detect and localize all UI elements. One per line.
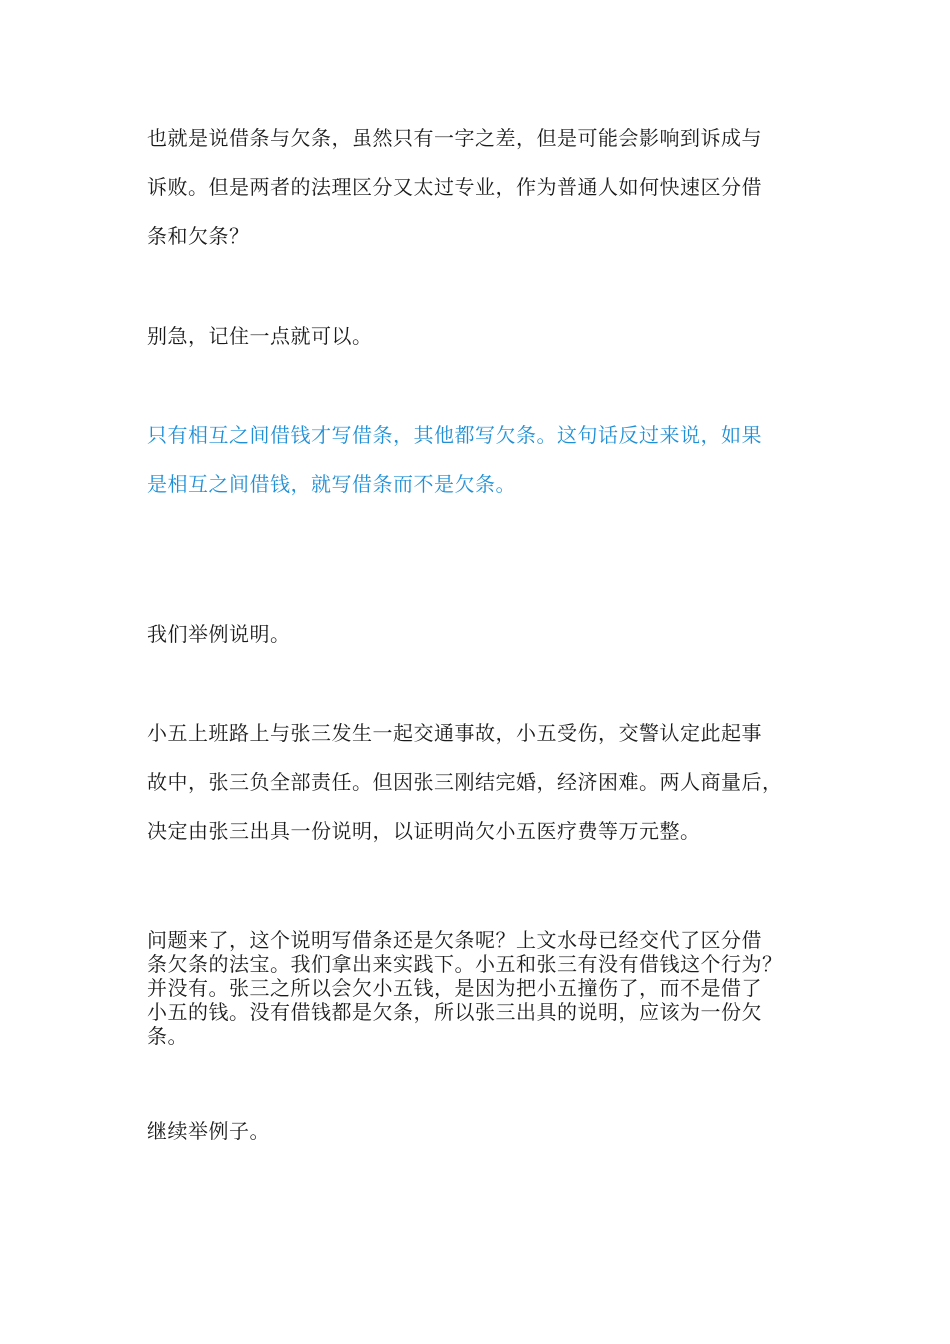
text-line: 条。: [147, 1024, 188, 1048]
text-line: 继续举例子。: [147, 1119, 270, 1143]
text-line: 故中，张三负全部责任。但因张三刚结完婚，经济困难。两人商量后，: [147, 770, 783, 794]
paragraph-question-analysis: [147, 928, 797, 1048]
text-line: 问题来了，这个说明写借条还是欠条呢？上文水母已经交代了区分借: [147, 928, 762, 952]
text-line: 别急，记住一点就可以。: [147, 324, 373, 348]
paragraph-continue-example: [147, 1107, 797, 1156]
paragraph-iou-difference: [147, 114, 797, 261]
text-line: 条和欠条？: [147, 224, 250, 248]
text-line: 我们举例说明。: [147, 622, 291, 646]
paragraph-key-rule-highlight: [147, 411, 797, 509]
text-line: 诉败。但是两者的法理区分又太过专业，作为普通人如何快速区分借: [147, 175, 762, 199]
text-line: 是相互之间借钱，就写借条而不是欠条。: [147, 472, 516, 496]
paragraph-accident-example: [147, 709, 797, 856]
paragraph-dont-worry: [147, 312, 797, 361]
text-line: 并没有。张三之所以会欠小五钱，是因为把小五撞伤了，而不是借了: [147, 976, 762, 1000]
text-line: 小五的钱。没有借钱都是欠条，所以张三出具的说明，应该为一份欠: [147, 1000, 762, 1024]
text-line: 只有相互之间借钱才写借条，其他都写欠条。这句话反过来说，如果: [147, 423, 762, 447]
text-line: 小五上班路上与张三发生一起交通事故，小五受伤，交警认定此起事: [147, 721, 762, 745]
text-line: 也就是说借条与欠条，虽然只有一字之差，但是可能会影响到诉成与: [147, 126, 762, 150]
text-line: 条欠条的法宝。我们拿出来实践下。小五和张三有没有借钱这个行为？: [147, 952, 783, 976]
text-line: 决定由张三出具一份说明，以证明尚欠小五医疗费等万元整。: [147, 819, 701, 843]
paragraph-example-intro: [147, 610, 797, 659]
